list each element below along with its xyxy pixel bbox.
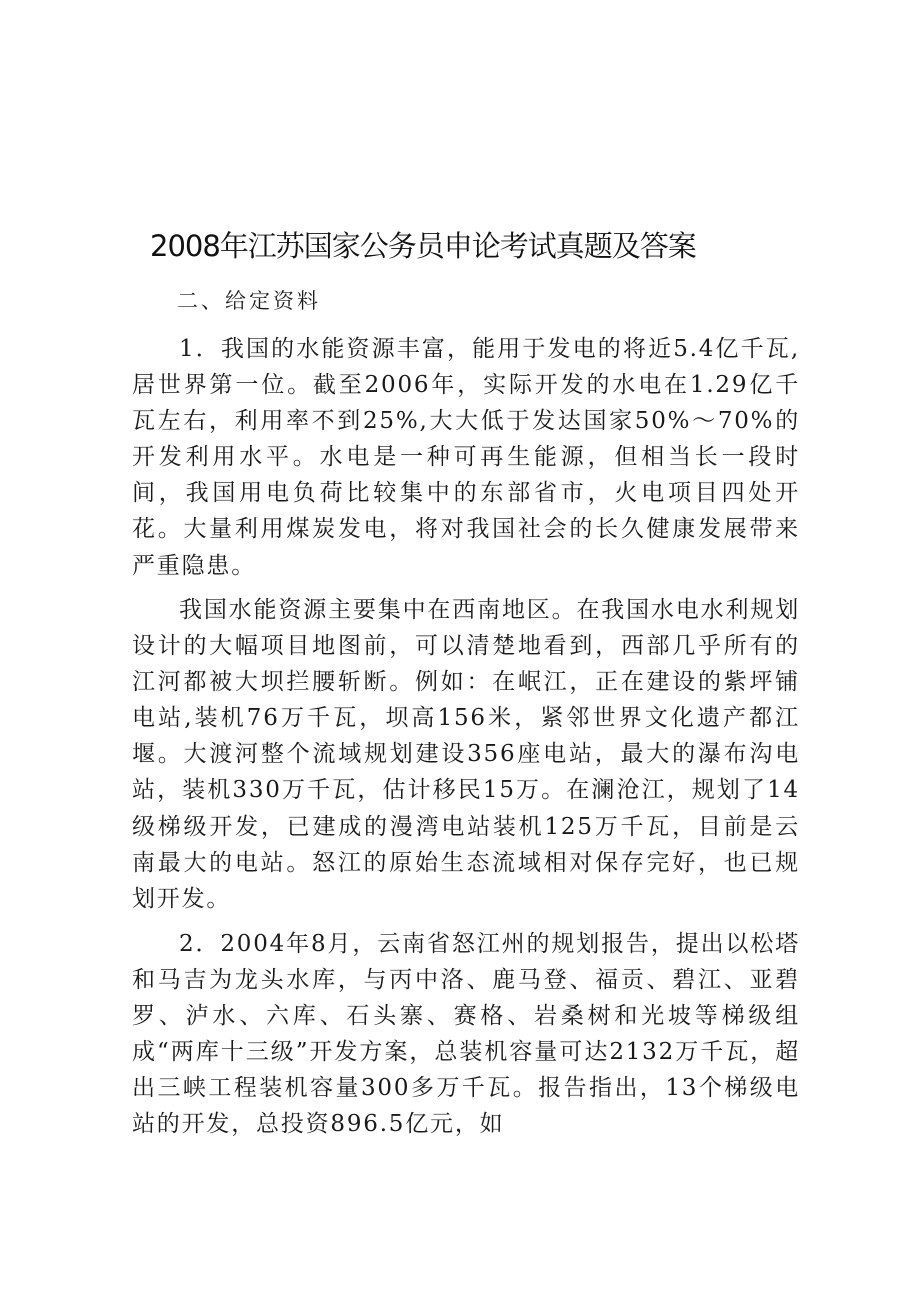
paragraph-3: 2．2004年8月，云南省怒江州的规划报告，提出以松塔和马吉为龙头水库，与丙中洛、鹿马登、福贡、碧江、亚碧罗、泸水、六库、石头寨、赛格、岩桑树和光坡等梯级组成“两库十三级”开发方案，总装机容量可达2132万千瓦，超出三峡工程装机容量300多万千瓦。报告指出，13个梯级电站的开发，总投资896.5亿元，如 <box>132 931 800 1138</box>
paragraph-2: 我国水能资源主要集中在西南地区。在我国水电水利规划设计的大幅项目地图前，可以清楚地看到，西部几乎所有的江河都被大坝拦腰斩断。例如：在岷江，正在建设的紫坪铺电站,装机76万千瓦，坝高156米，紧邻世界文化遗产都江堰。大渡河整个流域规划建设356座电站，最大的瀑布沟电站，装机330万千瓦，估计移民15万。在澜沧江，规划了14级梯级开发，已建成的漫湾电站装机125万千瓦，目前是云南最大的电站。怒江的原始生态流域相对保存完好，也已规划开发。 <box>132 597 800 912</box>
section-heading: 二、给定资料 <box>177 289 321 313</box>
document-title: 2008年江苏国家公务员申论考试真题及答案 <box>150 229 696 263</box>
paragraph-1: 1．我国的水能资源丰富，能用于发电的将近5.4亿千瓦,居世界第一位。截至2006年，实际开发的水电在1.29亿千瓦左右，利用率不到25%,大大低于发达国家50%～70%的开发利用水平。水电是一种可再生能源，但相当长一段时间，我国用电负荷比较集中的东部省市，火电项目四处开花。大量利用煤炭发电，将对我国社会的长久健康发展带来严重隐患。 <box>132 336 800 579</box>
